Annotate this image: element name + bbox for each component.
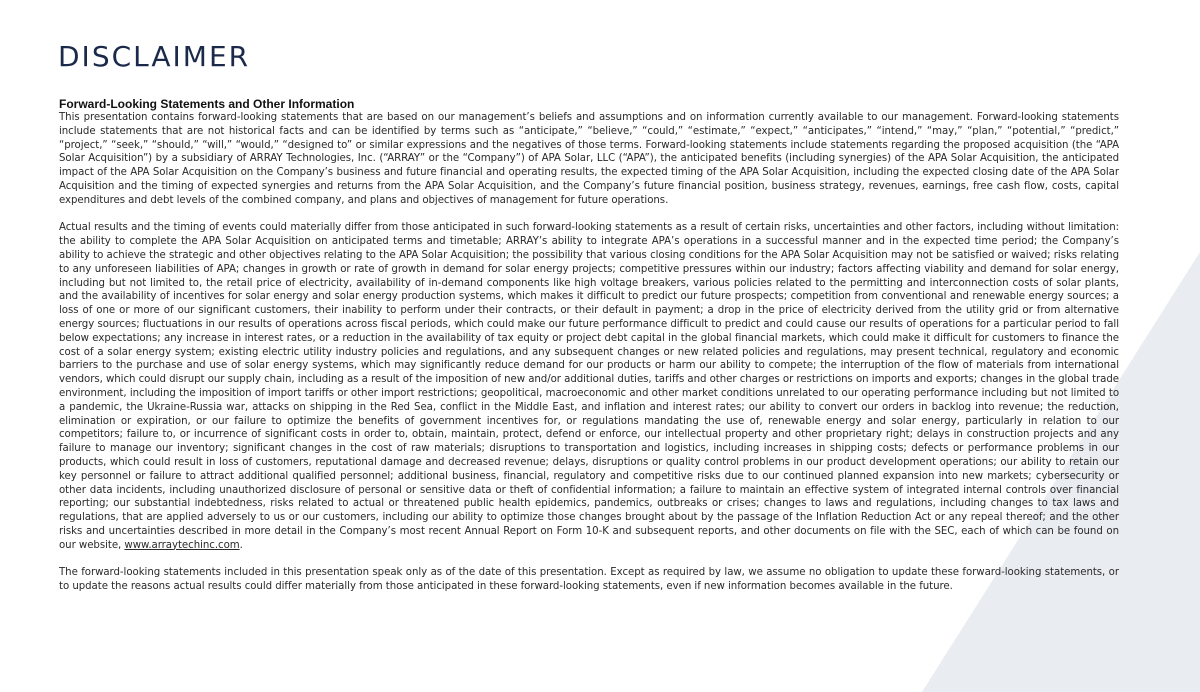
paragraph-forward-looking-intro (59, 111, 1119, 208)
paragraph-2-end: . (239, 539, 243, 551)
paragraph-no-obligation (59, 566, 1119, 594)
company-website-link[interactable]: www.arraytechinc.com (124, 539, 240, 551)
paragraph-risk-factors (59, 221, 1119, 552)
paragraph-1-text: This presentation contains forward-looking statements that are based on our management’s beliefs and assumptions and on information currently available to our management. Forward-looking statements include statements that are not historical facts and can be identified by terms such as “anticipate,” “believe,” “could,” “estimate,” “expect,” “anticipates,” “intend,” “may,” “plan,” “potential,” “predict,” “project,” “seek,” “should,” “will,” “would,” “designed to” or similar expressions and the negatives of those terms. Forward-looking statements include statements regarding the proposed acquisition (the “APA Solar Acquisition”) by a subsidiary of ARRAY Technologies, Inc. (“ARRAY” or the “Company”) of APA Solar, LLC (“APA”), the anticipated benefits (including synergies) of the APA Solar Acquisition, the anticipated impact of the APA Solar Acquisition on the Company’s business and future financial and operating results, the expected timing of the APA Solar Acquisition, including the expected closing date of the APA Solar Acquisition and the timing of expected synergies and returns from the APA Solar Acquisition, and the Company’s future financial position, business strategy, revenues, earnings, free cash flow, costs, capital expenditures and debt levels of the combined company, and plans and objectives of management for future operations. (59, 112, 1119, 206)
disclaimer-body (59, 97, 1119, 594)
paragraph-3-text: The forward-looking statements included in this presentation speak only as of the date of this presentation. Except as required by law, we assume no obligation to update these forward-looking statements, or to update the reasons actual results could differ materially from those anticipated in these forward-looking statements, even if new information becomes available in the future. (59, 567, 1119, 593)
paragraph-2-text: Actual results and the timing of events could materially differ from those anticipated in such forward-looking statements as a result of certain risks, uncertainties and other factors, including without limitation: the ability to complete the APA Solar Acquisition on anticipated terms and timetable; ARRAY’s ability to integrate APA’s operations in a successful manner and in the expected time period; the Company’s ability to achieve the strategic and other objectives relating to the APA Solar Acquisition; the possibility that various closing conditions for the APA Solar Acquisition may not be satisfied or waived; risks relating to any unforeseen liabilities of APA; changes in growth or rate of growth in demand for solar energy projects; competitive pressures within our industry; factors affecting viability and demand for solar energy, including but not limited to, the retail price of electricity, availability of in-demand components like high voltage breakers, various policies related to the permitting and interconnection costs of solar plants, and the availability of incentives for solar energy and solar energy production systems, which makes it difficult to predict our future prospects; competition from conventional and renewable energy sources; a loss of one or more of our significant customers, their inability to perform under their contracts, or their default in payment; a drop in the price of electricity derived from the utility grid or from alternative energy sources; fluctuations in our results of operations across fiscal periods, which could make our future performance difficult to predict and could cause our results of operations for a particular period to fall below expectations; any increase in interest rates, or a reduction in the availability of tax equity or project debt capital in the global financial markets, which could make it difficult for customers to finance the cost of a solar energy system; existing electric utility industry policies and regulations, and any subsequent changes or new related policies and regulations, may present technical, regulatory and economic barriers to the purchase and use of solar energy systems, which may significantly reduce demand for our products or harm our ability to compete; the interruption of the flow of materials from international vendors, which could disrupt our supply chain, including as a result of the imposition of new and/or additional duties, tariffs and other charges or restrictions on imports and exports; changes in the global trade environment, including the imposition of import tariffs or other import restrictions; geopolitical, macroeconomic and other market conditions unrelated to our operating performance including but not limited to a pandemic, the Ukraine-Russia war, attacks on shipping in the Red Sea, conflict in the Middle East, and inflation and interest rates; our ability to convert our orders in backlog into revenue; the reduction, elimination or expiration, or our failure to optimize the benefits of government incentives for, or regulations mandating the use of, renewable energy and solar energy, particularly in relation to our competitors; failure to, or incurrence of significant costs in order to, obtain, maintain, protect, defend or enforce, our intellectual property and other proprietary right; delays in construction projects and any failure to manage our inventory; significant changes in the cost of raw materials; disruptions to transportation and logistics, including increases in shipping costs; defects or performance problems in our products, which could result in loss of customers, reputational damage and decreased revenue; delays, disruptions or quality control problems in our product development operations; our ability to retain our key personnel or failure to attract additional qualified personnel; additional business, financial, regulatory and competitive risks due to our continued planned expansion into new markets; cybersecurity or other data incidents, including unauthorized disclosure of personal or sensitive data or theft of confidential information; a failure to maintain an effective system of integrated internal controls over financial reporting; our substantial indebtedness, risks related to actual or threatened public health epidemics, pandemics, outbreaks or crises; changes to laws and regulations, including changes to tax laws and regulations, that are applied adversely to us or our customers, including our ability to optimize those changes brought about by the passage of the Inflation Reduction Act or any repeal thereof; and the other risks and uncertainties described in more detail in the Company’s most recent Annual Report on Form 10-K and subsequent reports, and other documents on file with the SEC, each of which can be found on our website, (59, 222, 1119, 551)
section-heading: Forward-Looking Statements and Other Information (59, 97, 355, 111)
page-title: DISCLAIMER (58, 40, 251, 73)
